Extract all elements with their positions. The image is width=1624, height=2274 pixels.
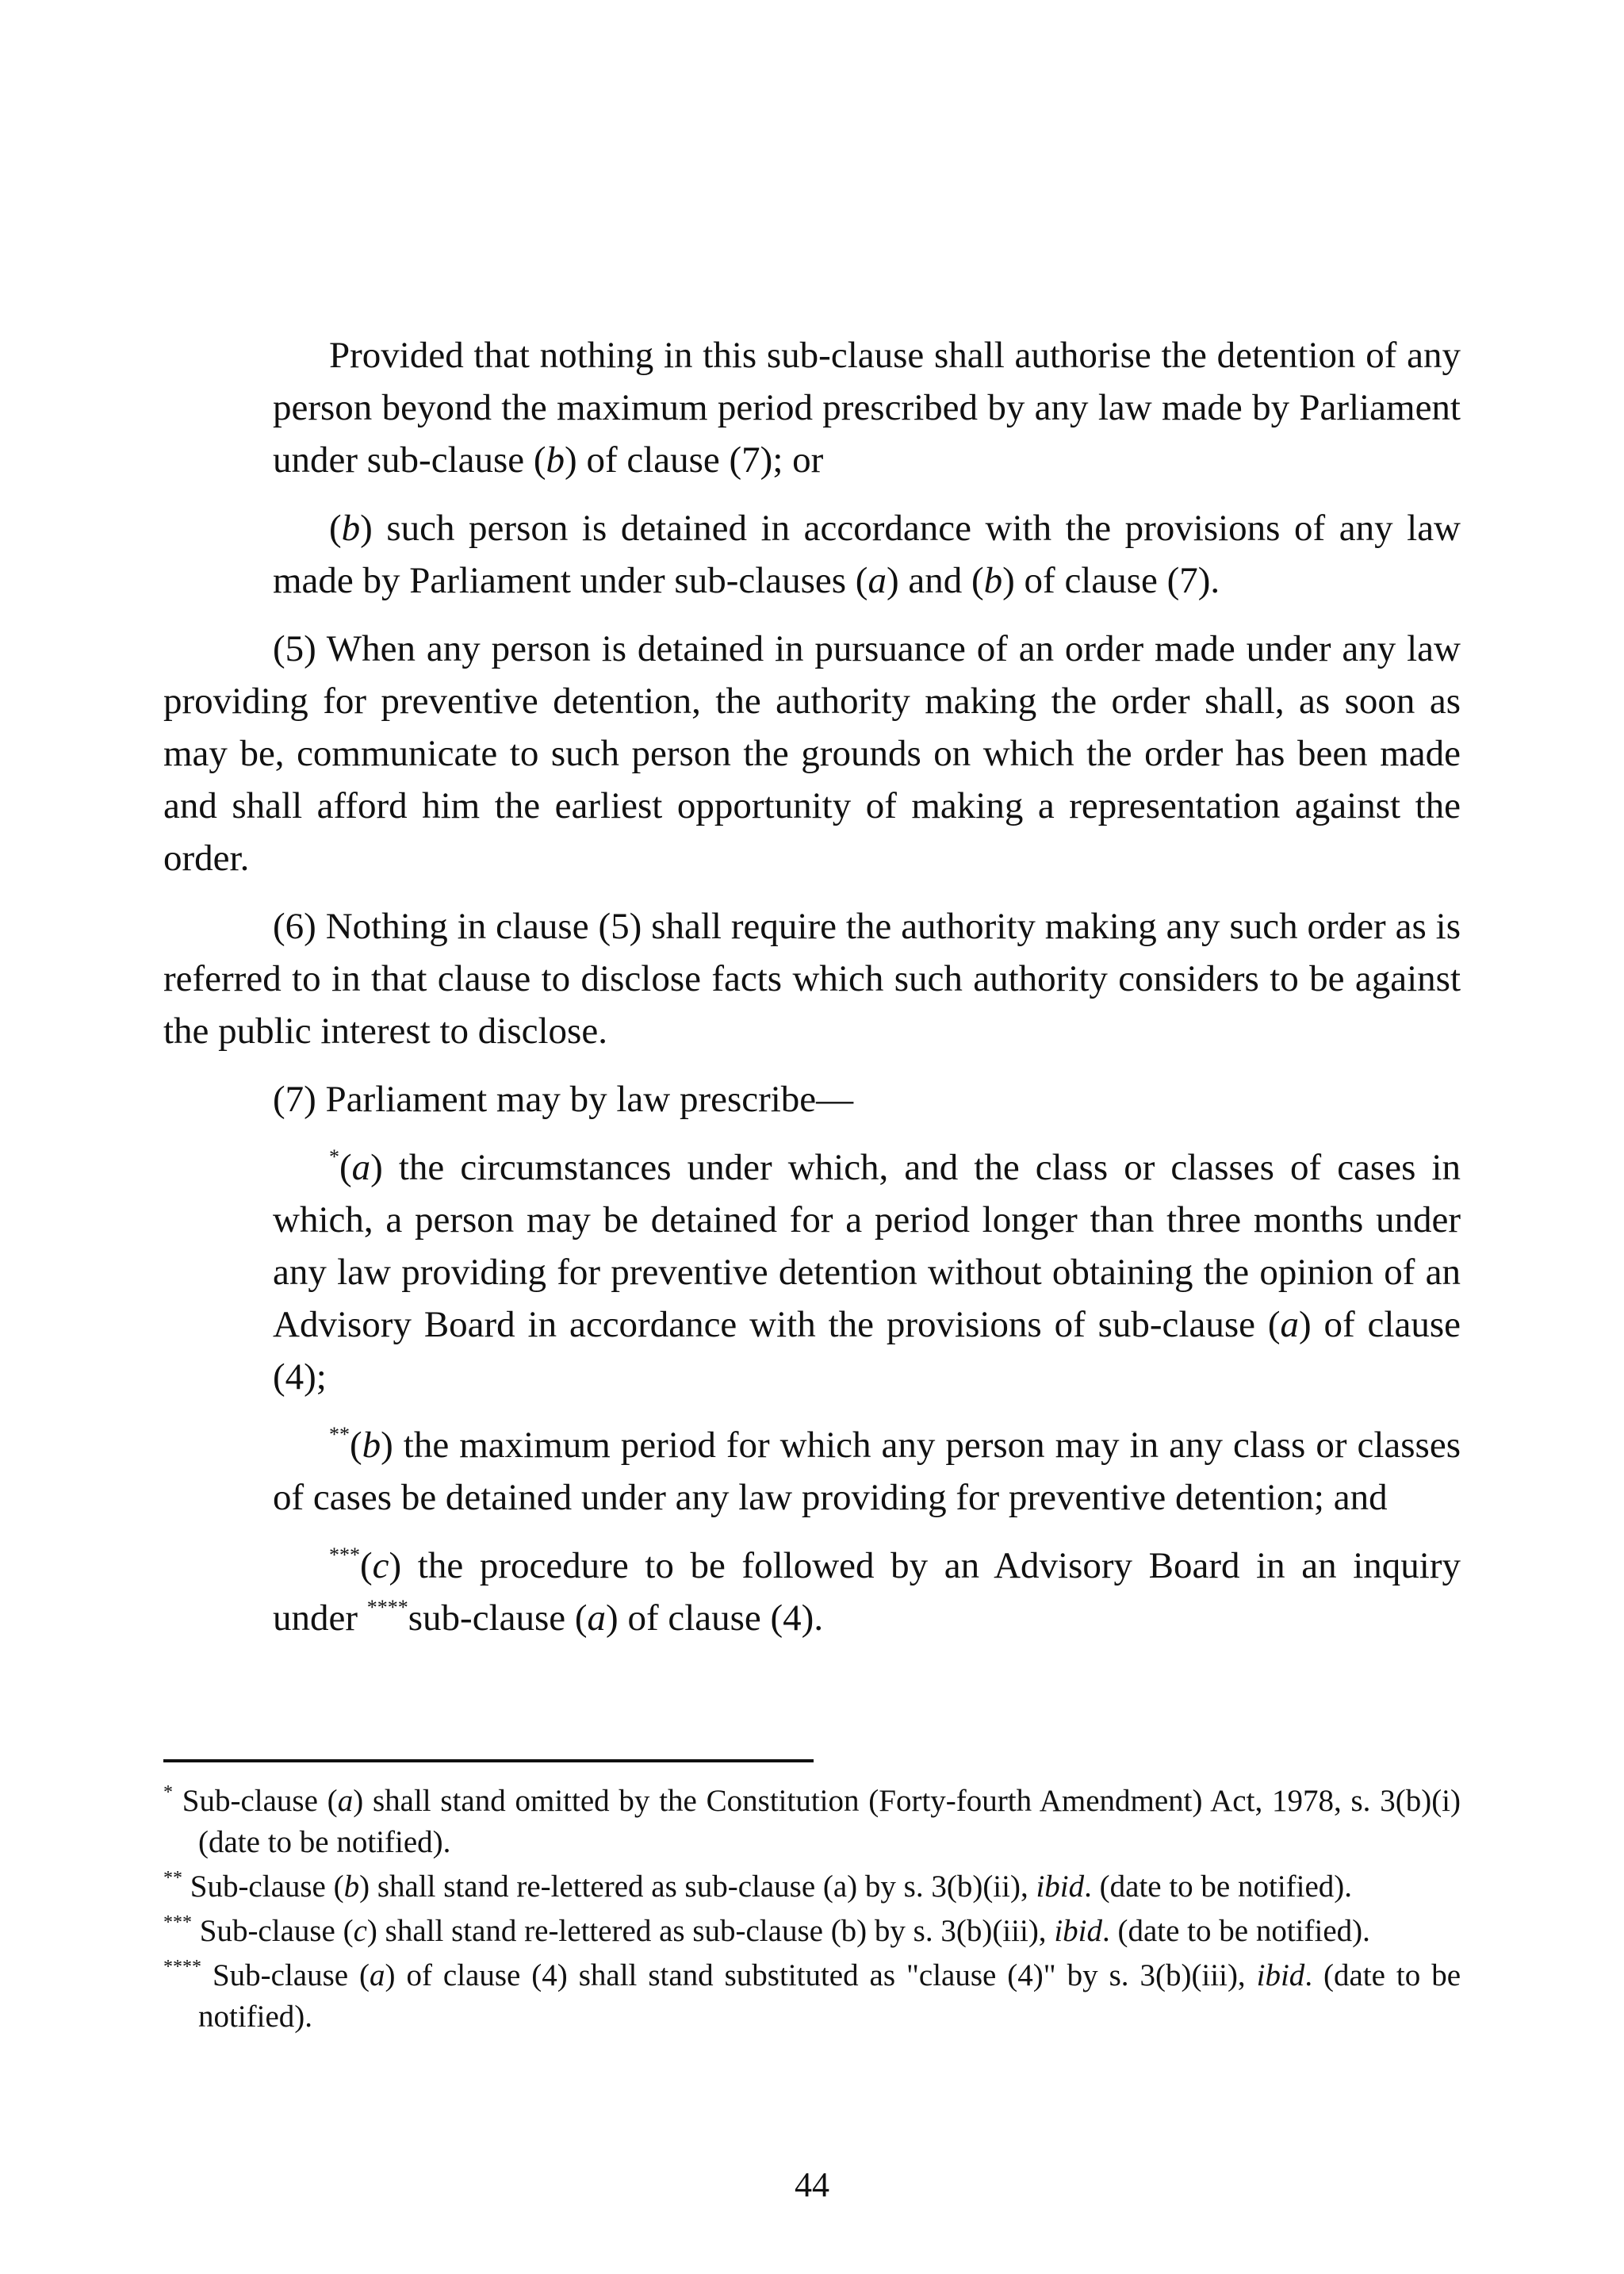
page-number: 44 (795, 2165, 829, 2204)
footnote-marker: ** (329, 1423, 350, 1446)
italic-letter: a (370, 1958, 385, 1992)
footnote-marker: * (163, 1782, 173, 1803)
proviso-paragraph (273, 329, 1461, 486)
italic-letter: b (341, 508, 361, 549)
italic-ibid: ibid (1054, 1914, 1102, 1948)
text-run: ) of clause (7); or (565, 439, 824, 481)
text-run: Sub-clause ( (173, 1784, 338, 1818)
clause-7-sub-a-paragraph (273, 1141, 1461, 1403)
footnote-divider (163, 1759, 814, 1762)
text-run: ) of clause (4). (606, 1597, 824, 1639)
clause-7-sub-c-paragraph (273, 1540, 1461, 1644)
italic-letter: b (546, 439, 565, 481)
footnote-2 (163, 1866, 1461, 1908)
text-run: ) shall stand re-lettered as sub-clause (a) by s. 3(b)(ii), (359, 1869, 1036, 1904)
footnote-1 (163, 1781, 1461, 1863)
text-run: . (date to be notified). (1101, 1914, 1370, 1948)
text-run: ) the circumstances under which, and the class or classes of cases in which, a person may be detained for a period longer than three months under any law providing for preventive detention without obtaining the opinion of an Advisory Board in accordance with the provisions of sub-clause ( (273, 1147, 1461, 1345)
italic-letter: a (868, 560, 887, 601)
text-run: ) of clause (4) shall stand substituted as "clause (4)" by s. 3(b)(iii), (385, 1958, 1257, 1992)
text-run: ) shall stand re-lettered as sub-clause (b) by s. 3(b)(iii), (366, 1914, 1055, 1948)
footnote-4 (163, 1955, 1461, 2038)
sub-clause-b-paragraph (273, 502, 1461, 607)
footnote-marker: *** (163, 1912, 192, 1933)
italic-letter: c (353, 1914, 367, 1948)
text-run: Provided that nothing in this sub-clause shall authorise the detention of any person beyond the maximum period prescribed by any law made by Parliament under sub-clause ( (273, 335, 1461, 481)
text-run: Sub-clause ( (201, 1958, 370, 1992)
text-run: . (date to be notified). (1084, 1869, 1353, 1904)
text-run: Sub-clause ( (182, 1869, 344, 1904)
text-run: ( (350, 1425, 362, 1466)
text-run: ) and ( (886, 560, 984, 601)
footnote-3 (163, 1911, 1461, 1952)
footnotes (163, 1781, 1461, 2041)
text-run: ) the maximum period for which any person may in any class or classes of cases be detained under any law providing for preventive detention; and (273, 1425, 1461, 1518)
italic-letter: a (1280, 1304, 1300, 1345)
clause-5-paragraph: (5) When any person is detained in pursuance of an order made under any law providing for preventive detention, the authority making the order shall, as soon as may be, communicate to such person the grounds on which the order has been made and shall afford him the earliest opportunity of making a representation against the order. (163, 628, 1461, 879)
footnote-marker: **** (366, 1596, 408, 1619)
italic-ibid: ibid (1256, 1958, 1305, 1992)
text-run: Sub-clause ( (192, 1914, 354, 1948)
italic-letter: a (351, 1147, 371, 1188)
text-run: ) of clause (7). (1002, 560, 1220, 601)
italic-letter: a (587, 1597, 607, 1639)
text-run: ( (360, 1545, 373, 1586)
italic-ibid: ibid (1036, 1869, 1085, 1904)
text-run: ) such person is detained in accordance with the provisions of any law made by Parliament under sub-clauses ( (273, 508, 1461, 601)
article-body (163, 329, 1461, 1660)
italic-letter: a (337, 1784, 354, 1818)
text-run: ) the procedure to be followed by an Advisory Board in an inquiry under (273, 1545, 1461, 1639)
footnote-marker: ** (163, 1868, 182, 1889)
text-run: ) shall stand omitted by the Constitution (Forty-fourth Amendment) Act, 1978, s. 3(b)(i) (date to be notified). (198, 1784, 1461, 1859)
footnote-marker: * (329, 1145, 339, 1168)
italic-letter: b (983, 560, 1003, 601)
text-run: sub-clause ( (408, 1597, 588, 1639)
italic-letter: b (362, 1425, 381, 1466)
clause-7-sub-b-paragraph (273, 1419, 1461, 1524)
clause-6-paragraph: (6) Nothing in clause (5) shall require the authority making any such order as is referred to in that clause to disclose facts which such authority considers to be against the public interest to disclose. (163, 906, 1461, 1052)
text-run: ( (329, 508, 342, 549)
clause-7-paragraph: (7) Parliament may by law prescribe— (273, 1079, 854, 1120)
italic-letter: b (343, 1869, 360, 1904)
footnote-marker: *** (329, 1543, 360, 1566)
text-run: ( (339, 1147, 352, 1188)
italic-letter: c (372, 1545, 389, 1586)
footnote-marker: **** (163, 1957, 201, 1977)
text-run: . (date to be notified). (198, 1958, 1461, 2034)
text-run: ) of clause (4); (273, 1304, 1461, 1398)
